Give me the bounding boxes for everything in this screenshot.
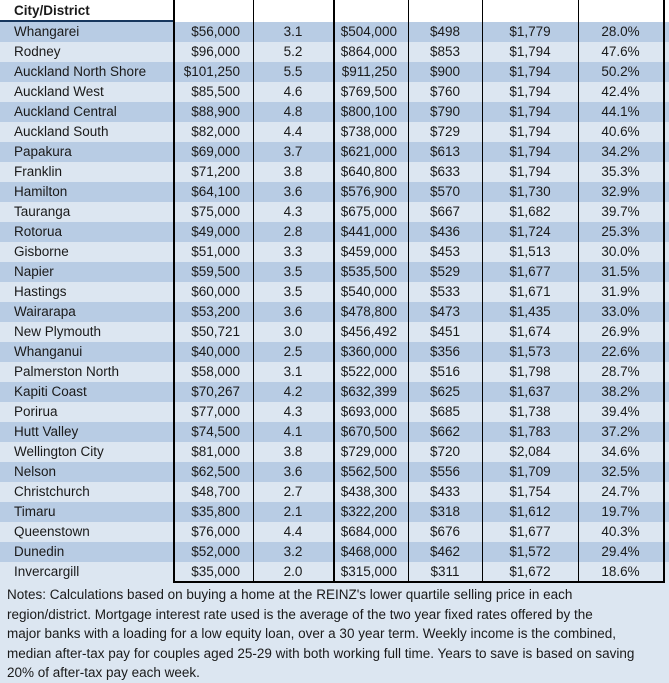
cell-col5[interactable]: $1,798 — [509, 364, 551, 379]
cell-col4[interactable]: $570 — [429, 184, 461, 199]
cell-col4[interactable]: $356 — [429, 344, 461, 359]
cell-col6[interactable]: 50.2% — [601, 64, 640, 79]
notes-line: median after-tax pay for couples aged 25-29 with both working full time. Years to save is based on saving — [7, 645, 635, 661]
cell-col1[interactable]: $48,700 — [191, 484, 240, 499]
cell-col1[interactable]: $51,000 — [191, 244, 240, 259]
cell-col4[interactable]: $533 — [429, 284, 461, 299]
cell-col3[interactable]: $360,000 — [340, 344, 397, 359]
cell-col4[interactable]: $667 — [429, 204, 461, 219]
cell-col3[interactable]: $322,200 — [340, 504, 397, 519]
cell-col6[interactable]: 24.7% — [601, 484, 640, 499]
notes-line: 20% of after-tax pay each week. — [7, 665, 200, 681]
cell-col5[interactable]: $1,674 — [509, 324, 551, 339]
column-header-empty-4[interactable] — [408, 0, 482, 22]
notes-line: Notes: Calculations based on buying a home at the REINZ's lower quartile selling price in each — [7, 587, 573, 602]
cell-col3[interactable]: $441,000 — [340, 224, 397, 239]
cell-col4[interactable]: $318 — [429, 504, 461, 519]
cell-col1[interactable]: $85,500 — [191, 84, 240, 99]
cell-city[interactable]: Papakura — [14, 144, 72, 159]
cell-col2[interactable]: 3.7 — [283, 144, 303, 159]
cell-col6[interactable]: 40.6% — [601, 124, 640, 139]
cell-col1[interactable]: $70,267 — [191, 384, 240, 399]
cell-col5[interactable]: $1,573 — [509, 344, 551, 359]
cell-col5[interactable]: $1,794 — [509, 44, 551, 59]
cell-col1[interactable]: $76,000 — [191, 524, 240, 539]
cell-col2[interactable]: 4.8 — [283, 104, 303, 119]
cell-col3[interactable]: $621,000 — [340, 144, 397, 159]
cell-col4[interactable]: $529 — [429, 264, 461, 279]
cell-col5[interactable]: $1,677 — [509, 524, 551, 539]
cell-col1[interactable]: $40,000 — [191, 344, 240, 359]
cell-col5[interactable]: $1,724 — [509, 224, 551, 239]
grid-line-vertical — [408, 0, 409, 583]
cell-col1[interactable]: $62,500 — [191, 464, 240, 479]
cell-col6[interactable]: 39.4% — [601, 404, 640, 419]
cell-col3[interactable]: $459,000 — [340, 244, 397, 259]
cell-col6[interactable]: 32.5% — [601, 464, 640, 479]
cell-col4[interactable]: $613 — [429, 144, 461, 159]
cell-city[interactable]: Queenstown — [14, 524, 90, 539]
cell-col4[interactable]: $453 — [429, 244, 461, 259]
cell-col3[interactable]: $640,800 — [340, 164, 397, 179]
cell-col6[interactable]: 34.2% — [601, 144, 640, 159]
cell-col6[interactable]: 19.7% — [601, 504, 640, 519]
cell-col5[interactable]: $1,671 — [509, 284, 551, 299]
cell-col6[interactable]: 47.6% — [601, 44, 640, 59]
cell-city[interactable]: Wairarapa — [14, 304, 76, 319]
cell-city[interactable]: Auckland West — [14, 84, 104, 99]
cell-city[interactable]: Palmerston North — [14, 364, 120, 379]
cell-col2[interactable]: 3.1 — [283, 24, 303, 39]
cell-col1[interactable]: $58,000 — [191, 364, 240, 379]
cell-col2[interactable]: 3.5 — [283, 264, 303, 279]
cell-col1[interactable]: $82,000 — [191, 124, 240, 139]
cell-col4[interactable]: $311 — [430, 564, 460, 579]
cell-col5[interactable]: $1,779 — [509, 24, 551, 39]
cell-col5[interactable]: $1,435 — [509, 304, 551, 319]
grid-line-vertical — [482, 0, 483, 583]
cell-col3[interactable]: $562,500 — [340, 464, 397, 479]
cell-col6[interactable]: 34.6% — [601, 444, 640, 459]
cell-col4[interactable]: $473 — [429, 304, 461, 319]
cell-col6[interactable]: 44.1% — [601, 104, 640, 119]
cell-col2[interactable]: 3.0 — [283, 324, 303, 339]
cell-col2[interactable]: 4.3 — [283, 204, 303, 219]
column-header-empty-1[interactable] — [173, 0, 253, 22]
cell-col4[interactable]: $790 — [429, 104, 461, 119]
cell-col3[interactable]: $540,000 — [340, 284, 397, 299]
cell-col5[interactable]: $1,672 — [509, 564, 551, 579]
cell-col2[interactable]: 3.2 — [283, 544, 303, 559]
cell-col2[interactable]: 2.5 — [283, 344, 303, 359]
cell-city[interactable]: Dunedin — [14, 544, 65, 559]
cell-col5[interactable]: $1,572 — [509, 544, 551, 559]
cell-col6[interactable]: 18.6% — [601, 564, 640, 579]
cell-city[interactable]: Rotorua — [14, 224, 63, 239]
cell-col1[interactable]: $81,000 — [191, 444, 240, 459]
cell-col5[interactable]: $1,794 — [509, 84, 551, 99]
cell-city[interactable]: Porirua — [14, 404, 58, 419]
cell-col2[interactable]: 5.5 — [283, 64, 303, 79]
cell-col2[interactable]: 3.6 — [283, 184, 303, 199]
cell-col4[interactable]: $462 — [429, 544, 461, 559]
cell-city[interactable]: Timaru — [14, 504, 56, 519]
cell-city[interactable]: Rodney — [14, 44, 61, 59]
cell-col6[interactable]: 29.4% — [601, 544, 640, 559]
cell-col6[interactable]: 37.2% — [601, 424, 640, 439]
cell-col2[interactable]: 3.5 — [283, 284, 303, 299]
cell-col2[interactable]: 5.2 — [283, 44, 303, 59]
notes-line: region/district. Mortgage interest rate used is the average of the two year fixed rates offered by the — [7, 606, 593, 622]
cell-col5[interactable]: $1,682 — [509, 204, 551, 219]
cell-city[interactable]: Hastings — [14, 284, 67, 299]
cell-col1[interactable]: $56,000 — [191, 24, 240, 39]
cell-col1[interactable]: $50,721 — [191, 324, 240, 339]
cell-city[interactable]: Franklin — [14, 164, 63, 179]
cell-col2[interactable]: 3.6 — [283, 464, 303, 479]
cell-col2[interactable]: 3.1 — [283, 364, 303, 379]
cell-col1[interactable]: $35,000 — [191, 564, 240, 579]
cell-city[interactable]: Auckland Central — [14, 104, 117, 119]
cell-col6[interactable]: 39.7% — [601, 204, 640, 219]
cell-col5[interactable]: $1,754 — [509, 484, 551, 499]
cell-col3[interactable]: $315,000 — [340, 564, 397, 579]
cell-col4[interactable]: $556 — [429, 464, 461, 479]
cell-col1[interactable]: $60,000 — [191, 284, 240, 299]
cell-col5[interactable]: $1,637 — [509, 384, 551, 399]
notes-cell[interactable] — [0, 583, 669, 681]
cell-city[interactable]: Invercargill — [14, 564, 80, 579]
cell-city[interactable]: Napier — [14, 264, 54, 279]
cell-col3[interactable]: $738,000 — [340, 124, 397, 139]
cell-col5[interactable]: $1,794 — [509, 164, 551, 179]
cell-col5[interactable]: $1,794 — [509, 104, 551, 119]
cell-col6[interactable]: 33.0% — [601, 304, 640, 319]
cell-col6[interactable]: 31.5% — [601, 264, 640, 279]
cell-city[interactable]: Auckland South — [14, 124, 109, 139]
grid-line-vertical — [173, 0, 175, 583]
cell-city[interactable]: Nelson — [14, 464, 57, 479]
cell-col3[interactable]: $522,000 — [340, 364, 397, 379]
cell-col3[interactable]: $670,500 — [340, 424, 397, 439]
column-header-city[interactable]: City/District — [14, 3, 90, 18]
cell-col4[interactable]: $433 — [429, 484, 461, 499]
cell-col1[interactable]: $88,900 — [191, 104, 240, 119]
cell-col1[interactable]: $52,000 — [191, 544, 240, 559]
column-header-empty-2[interactable] — [253, 0, 333, 22]
cell-col3[interactable]: $684,000 — [340, 524, 397, 539]
cell-city[interactable]: New Plymouth — [14, 324, 102, 339]
cell-col1[interactable]: $101,250 — [183, 64, 240, 79]
cell-city[interactable]: Auckland North Shore — [14, 64, 147, 79]
cell-col2[interactable]: 2.1 — [283, 504, 303, 519]
column-header-empty-3[interactable] — [333, 0, 408, 22]
cell-city[interactable]: Hutt Valley — [14, 424, 79, 439]
cell-col1[interactable]: $59,500 — [191, 264, 240, 279]
cell-col5[interactable]: $1,677 — [509, 264, 551, 279]
cell-col3[interactable]: $693,000 — [340, 404, 397, 419]
cell-col4[interactable]: $760 — [429, 84, 461, 99]
cell-col6[interactable]: 38.2% — [601, 384, 640, 399]
cell-col2[interactable]: 2.0 — [283, 564, 303, 579]
cell-col2[interactable]: 4.3 — [283, 404, 303, 419]
cell-col4[interactable]: $853 — [429, 44, 461, 59]
cell-col4[interactable]: $436 — [429, 224, 461, 239]
cell-col2[interactable]: 2.7 — [283, 484, 303, 499]
cell-col2[interactable]: 3.8 — [283, 444, 303, 459]
column-header-empty-6[interactable] — [578, 0, 663, 22]
cell-col6[interactable]: 28.7% — [601, 364, 640, 379]
cell-col2[interactable]: 3.6 — [283, 304, 303, 319]
cell-col4[interactable]: $900 — [429, 64, 461, 79]
cell-col5[interactable]: $1,730 — [509, 184, 551, 199]
cell-col6[interactable]: 40.3% — [601, 524, 640, 539]
cell-col2[interactable]: 4.4 — [283, 524, 303, 539]
cell-col5[interactable]: $1,794 — [509, 124, 551, 139]
cell-col3[interactable]: $468,000 — [340, 544, 397, 559]
cell-col5[interactable]: $1,513 — [509, 244, 551, 259]
cell-city[interactable]: Christchurch — [14, 484, 90, 499]
cell-col2[interactable]: 3.3 — [283, 244, 303, 259]
cell-col6[interactable]: 31.9% — [601, 284, 640, 299]
cell-col4[interactable]: $720 — [429, 444, 461, 459]
cell-col4[interactable]: $498 — [429, 24, 461, 39]
cell-col1[interactable]: $64,100 — [191, 184, 240, 199]
cell-col1[interactable]: $71,200 — [191, 164, 240, 179]
cell-col6[interactable]: 42.4% — [601, 84, 640, 99]
cell-city[interactable]: Hamilton — [14, 184, 68, 199]
cell-col3[interactable]: $438,300 — [340, 484, 397, 499]
cell-col3[interactable]: $504,000 — [340, 24, 397, 39]
grid-line-vertical — [663, 0, 665, 583]
cell-col6[interactable]: 30.0% — [601, 244, 640, 259]
cell-city[interactable]: Tauranga — [14, 204, 71, 219]
cell-col4[interactable]: $451 — [429, 324, 461, 339]
cell-col1[interactable]: $69,000 — [191, 144, 240, 159]
cell-col3[interactable]: $478,800 — [340, 304, 397, 319]
cell-col3[interactable]: $911,250 — [341, 64, 397, 79]
grid-line-vertical — [578, 0, 579, 583]
cell-col3[interactable]: $864,000 — [340, 44, 397, 59]
cell-col4[interactable]: $662 — [429, 424, 461, 439]
cell-col6[interactable]: 32.9% — [601, 184, 640, 199]
cell-col3[interactable]: $800,100 — [340, 104, 397, 119]
cell-col5[interactable]: $2,084 — [509, 444, 551, 459]
cell-col5[interactable]: $1,783 — [509, 424, 551, 439]
cell-city[interactable]: Kapiti Coast — [14, 384, 87, 399]
cell-col3[interactable]: $632,399 — [340, 384, 397, 399]
cell-col4[interactable]: $625 — [429, 384, 461, 399]
cell-col4[interactable]: $729 — [429, 124, 461, 139]
cell-col3[interactable]: $576,900 — [340, 184, 397, 199]
grid-line-vertical — [333, 0, 335, 583]
cell-col2[interactable]: 3.8 — [283, 164, 303, 179]
cell-col4[interactable]: $633 — [429, 164, 461, 179]
cell-col4[interactable]: $676 — [429, 524, 461, 539]
cell-col1[interactable]: $75,000 — [191, 204, 240, 219]
cell-col5[interactable]: $1,612 — [509, 504, 551, 519]
cell-col1[interactable]: $74,500 — [191, 424, 240, 439]
cell-city[interactable]: Whanganui — [14, 344, 83, 359]
cell-col5[interactable]: $1,794 — [509, 64, 551, 79]
cell-col1[interactable]: $35,800 — [191, 504, 240, 519]
cell-col3[interactable]: $535,500 — [340, 264, 397, 279]
cell-col2[interactable]: 4.6 — [283, 84, 303, 99]
cell-col5[interactable]: $1,709 — [509, 464, 551, 479]
cell-city[interactable]: Wellington City — [14, 444, 104, 459]
cell-city[interactable]: Gisborne — [14, 244, 69, 259]
cell-col5[interactable]: $1,738 — [509, 404, 551, 419]
cell-col5[interactable]: $1,794 — [509, 144, 551, 159]
cell-col2[interactable]: 4.2 — [283, 384, 303, 399]
cell-col1[interactable]: $77,000 — [191, 404, 240, 419]
header-underline — [0, 20, 173, 22]
cell-col2[interactable]: 4.4 — [283, 124, 303, 139]
column-header-empty-5[interactable] — [482, 0, 578, 22]
cell-col1[interactable]: $53,200 — [191, 304, 240, 319]
cell-col2[interactable]: 4.1 — [283, 424, 303, 439]
grid-line-vertical — [253, 0, 254, 583]
cell-col1[interactable]: $96,000 — [191, 44, 240, 59]
table-bottom-border — [173, 581, 665, 583]
cell-col2[interactable]: 2.8 — [283, 224, 303, 239]
notes-line: major banks with a loading for a low equity loan, over a 30 year term. Weekly income is the combined, — [7, 626, 617, 642]
cell-col3[interactable]: $456,492 — [340, 324, 397, 339]
cell-city[interactable]: Whangarei — [14, 24, 80, 39]
cell-col4[interactable]: $516 — [429, 364, 461, 379]
cell-col6[interactable]: 22.6% — [601, 344, 640, 359]
cell-col4[interactable]: $685 — [429, 404, 461, 419]
cell-col3[interactable]: $675,000 — [340, 204, 397, 219]
cell-col6[interactable]: 26.9% — [601, 324, 640, 339]
cell-col6[interactable]: 35.3% — [601, 164, 640, 179]
cell-col3[interactable]: $729,000 — [340, 444, 397, 459]
cell-col6[interactable]: 28.0% — [601, 24, 640, 39]
cell-col3[interactable]: $769,500 — [340, 84, 397, 99]
cell-col1[interactable]: $49,000 — [191, 224, 240, 239]
cell-col6[interactable]: 25.3% — [601, 224, 640, 239]
